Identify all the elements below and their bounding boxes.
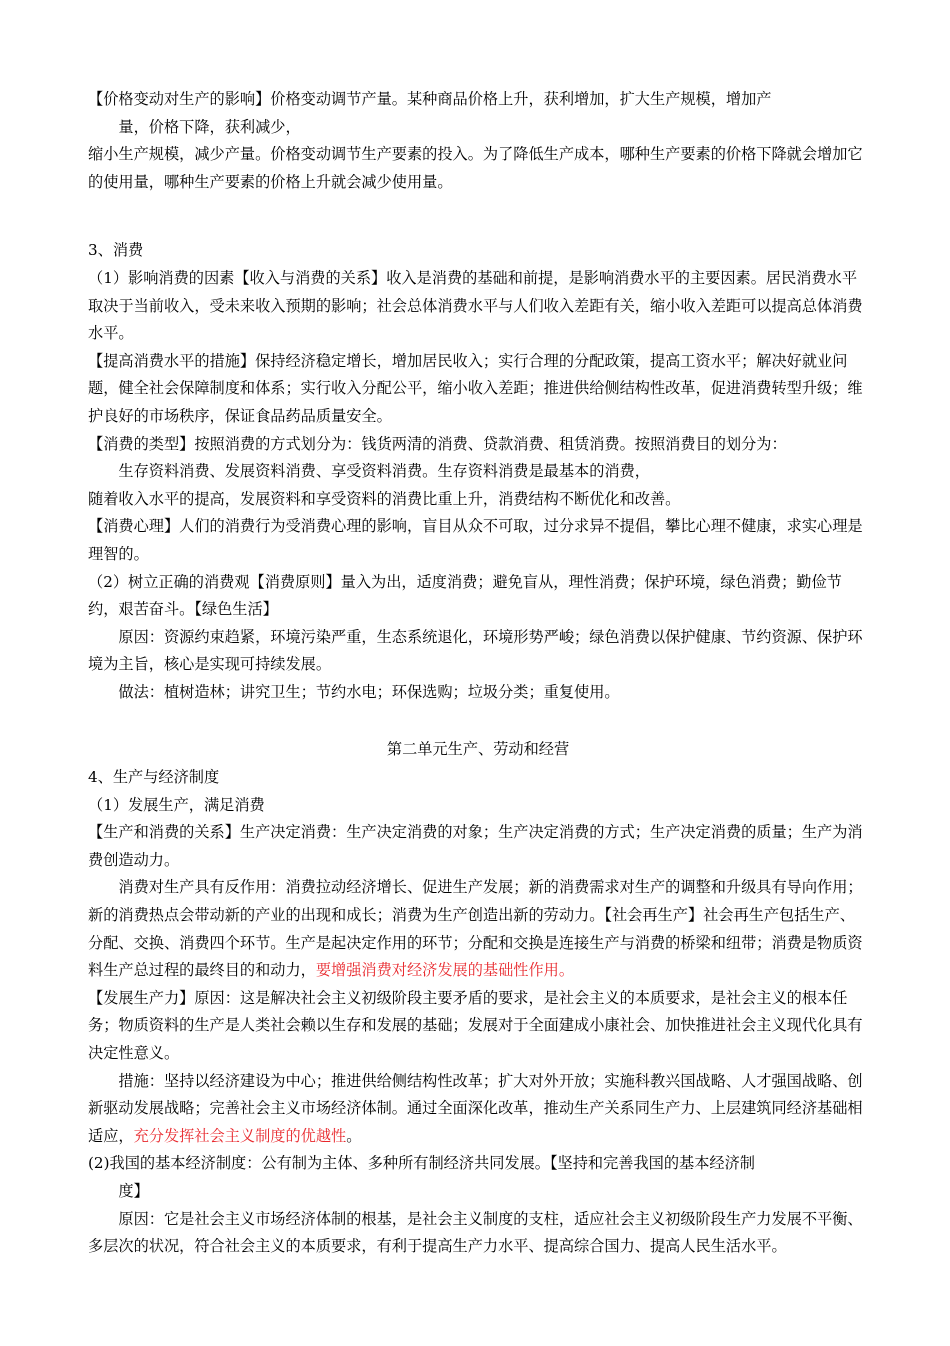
basic-economic-system-reason: 原因：它是社会主义市场经济体制的根基，是社会主义制度的支柱，适应社会主义初级阶段生产力发展不平衡、多层次的状况，符合社会主义的本质要求，有利于提高生产力水平、提高综合国力、提高人民生活水平。: [88, 1209, 863, 1256]
document-page: [88, 86, 868, 1261]
price-effect-line1: 【价格变动对生产的影响】价格变动调节产量。某种商品价格上升，获利增加，扩大生产规模，增加产: [88, 90, 772, 108]
consumption-reaction-text: 消费对生产具有反作用：消费拉动经济增长、促进生产发展；新的消费需求对生产的调整和升级具有导向作用；新的消费热点会带动新的产业的出现和成长；消费为生产创造出新的劳动力。【社会再生产】社会再生产包括生产、分配、交换、消费四个环节。生产是起决定作用的环节；分配和交换是连接生产与消费的桥梁和纽带；消费是物质资料生产总过程的最终目的和动力，: [88, 878, 863, 980]
green-reason-paragraph: 原因：资源约束趋紧，环境污染严重，生态系统退化，环境形势严峻；绿色消费以保护健康、节约资源、保护环境为主旨，核心是实现可持续发展。: [88, 627, 863, 674]
section-3-heading: 3、消费: [88, 241, 144, 260]
basic-economic-system-line1: (2)我国的基本经济制度：公有制为主体、多种所有制经济共同发展。【坚持和完善我国的基本经济制: [88, 1154, 755, 1173]
price-effect-line3: 缩小生产规模，减少产量。价格变动调节生产要素的投入。为了降低生产成本，哪种生产要素的价格下降就会增加它的使用量，哪种生产要素的价格上升就会减少使用量。: [88, 145, 863, 191]
consumption-factors-paragraph: （1）影响消费的因素【收入与消费的关系】收入是消费的基础和前提，是影响消费水平的主要因素。居民消费水平取决于当前收入，受未来收入预期的影响；社会总体消费水平与人们收入差距有关，缩小收入差距可以提高总体消费水平。: [88, 268, 863, 343]
productivity-measures-paragraph: [88, 1068, 868, 1151]
consumption-measures-paragraph: 【提高消费水平的措施】保持经济稳定增长，增加居民收入；实行合理的分配政策，提高工资水平；解决好就业问题，健全社会保障制度和体系；实行收入分配公平，缩小收入差距；推进供给侧结构性改革，促进消费转型升级；维护良好的市场秩序，保证食品药品质量安全。: [88, 351, 863, 425]
consumption-types-line3: 随着收入水平的提高，发展资料和享受资料的消费比重上升，消费结构不断优化和改善。: [88, 489, 681, 508]
basic-economic-system-line2: 度】: [118, 1181, 149, 1200]
unit-2-title: 第二单元生产、劳动和经营: [386, 740, 570, 759]
consumption-types-line1: 【消费的类型】按照消费的方式划分为：钱货两清的消费、贷款消费、租赁消费。按照消费目的划分为：: [88, 434, 787, 453]
section-4-heading: 4、生产与经济制度: [88, 768, 220, 787]
productivity-measures-text: 措施：坚持以经济建设为中心；推进供给侧结构性改革；扩大对外开放；实施科教兴国战略、人才强国战略、创新驱动发展战略；完善社会主义市场经济体制。通过全面深化改革，推动生产关系同生产力、上层建筑同经济基础相适应，: [88, 1071, 863, 1145]
production-consumption-relation-paragraph: 【生产和消费的关系】生产决定消费：生产决定消费的对象；生产决定消费的方式；生产决定消费的质量；生产为消费创造动力。: [88, 823, 863, 869]
green-method-paragraph: 做法：植树造林；讲究卫生；节约水电；环保选购；垃圾分类；重复使用。: [118, 682, 620, 701]
consumption-reaction-paragraph: [88, 874, 868, 984]
productivity-measures-highlight: 充分发挥社会主义制度的优越性: [133, 1126, 347, 1145]
consumption-psychology-paragraph: 【消费心理】人们的消费行为受消费心理的影响，盲目从众不可取，过分求异不提倡，攀比心理不健康，求实心理是理智的。: [88, 517, 863, 563]
consumption-reaction-highlight: 要增强消费对经济发展的基础性作用。: [315, 961, 574, 980]
productivity-measures-end: 。: [346, 1126, 362, 1145]
subsection-1-heading: （1）发展生产，满足消费: [88, 795, 265, 814]
consumption-view-paragraph: （2）树立正确的消费观【消费原则】量入为出，适度消费；避免盲从，理性消费；保护环境，绿色消费；勤俭节约，艰苦奋斗。【绿色生活】: [88, 572, 842, 619]
productivity-paragraph: 【发展生产力】原因：这是解决社会主义初级阶段主要矛盾的要求，是社会主义的本质要求，是社会主义的根本任务；物质资料的生产是人类社会赖以生存和发展的基础；发展对于全面建成小康社会、加快推进社会主义现代化具有决定性意义。: [88, 988, 863, 1062]
consumption-types-line2: 生存资料消费、发展资料消费、享受资料消费。生存资料消费是最基本的消费，: [118, 462, 650, 481]
price-effect-line2: 量，价格下降，获利减少，: [118, 117, 301, 136]
